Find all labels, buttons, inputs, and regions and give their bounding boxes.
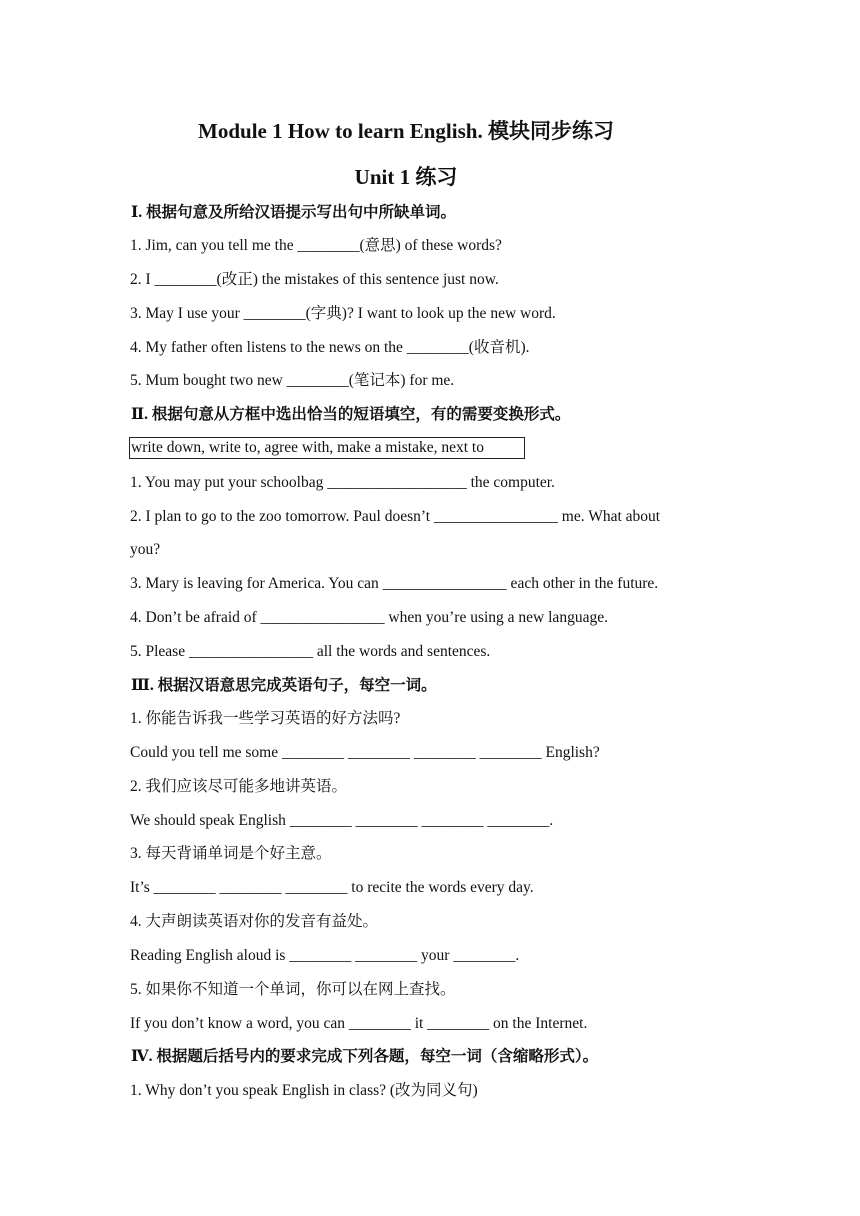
section-2-item-continuation: you? [130,541,161,558]
section-1-item: 1. Jim, can you tell me the ________(意思) of these words? [130,237,502,254]
section-3-chinese-prompt: 3. 每天背诵单词是个好主意。 [130,845,332,862]
section-2-item: 1. You may put your schoolbag __________________ the computer. [130,474,555,491]
section-3-heading: Ⅲ. 根据汉语意思完成英语句子，每空一词。 [131,677,437,694]
section-4-heading: Ⅳ. 根据题后括号内的要求完成下列各题，每空一词（含缩略形式）。 [131,1048,599,1065]
section-3-english-sentence: If you don’t know a word, you can ________ it ________ on the Internet. [130,1015,588,1032]
section-2-item: 2. I plan to go to the zoo tomorrow. Paul doesn’t ________________ me. What about [130,508,661,525]
section-2-item: 3. Mary is leaving for America. You can ________________ each other in the future. [130,575,659,592]
section-1-heading: Ⅰ. 根据句意及所给汉语提示写出句中所缺单词。 [131,204,457,221]
section-1-item: 5. Mum bought two new ________(笔记本) for me. [130,372,455,389]
section-2-item: 5. Please ________________ all the words and sentences. [130,643,491,660]
section-2-item: 4. Don’t be afraid of ________________ when you’re using a new language. [130,609,608,626]
section-3-chinese-prompt: 4. 大声朗读英语对你的发音有益处。 [130,913,379,930]
phrase-box: write down, write to, agree with, make a mistake, next to [129,437,525,459]
section-1-item: 4. My father often listens to the news on the ________(收音机). [130,339,530,356]
section-3-chinese-prompt: 2. 我们应该尽可能多地讲英语。 [130,778,348,795]
section-3-english-sentence: Reading English aloud is ________ ________ your ________. [130,947,520,964]
section-4-item: 1. Why don’t you speak English in class? (改为同义句) [130,1082,478,1099]
section-3-english-sentence: Could you tell me some ________ ________ ________ ________ English? [130,744,600,761]
unit-title: Unit 1 练习 [354,165,458,189]
section-1-item: 2. I ________(改正) the mistakes of this sentence just now. [130,271,499,288]
section-3-chinese-prompt: 1. 你能告诉我一些学习英语的好方法吗? [130,710,401,727]
section-2-heading: Ⅱ. 根据句意从方框中选出恰当的短语填空，有的需要变换形式。 [131,406,571,423]
page-title: Module 1 How to learn English. 模块同步练习 [198,119,614,143]
section-3-english-sentence: It’s ________ ________ ________ to recite the words every day. [130,879,534,896]
section-1-item: 3. May I use your ________(字典)? I want to look up the new word. [130,305,556,322]
section-3-chinese-prompt: 5. 如果你不知道一个单词，你可以在网上查找。 [130,981,456,998]
section-3-english-sentence: We should speak English ________ ________ ________ ________. [130,812,554,829]
